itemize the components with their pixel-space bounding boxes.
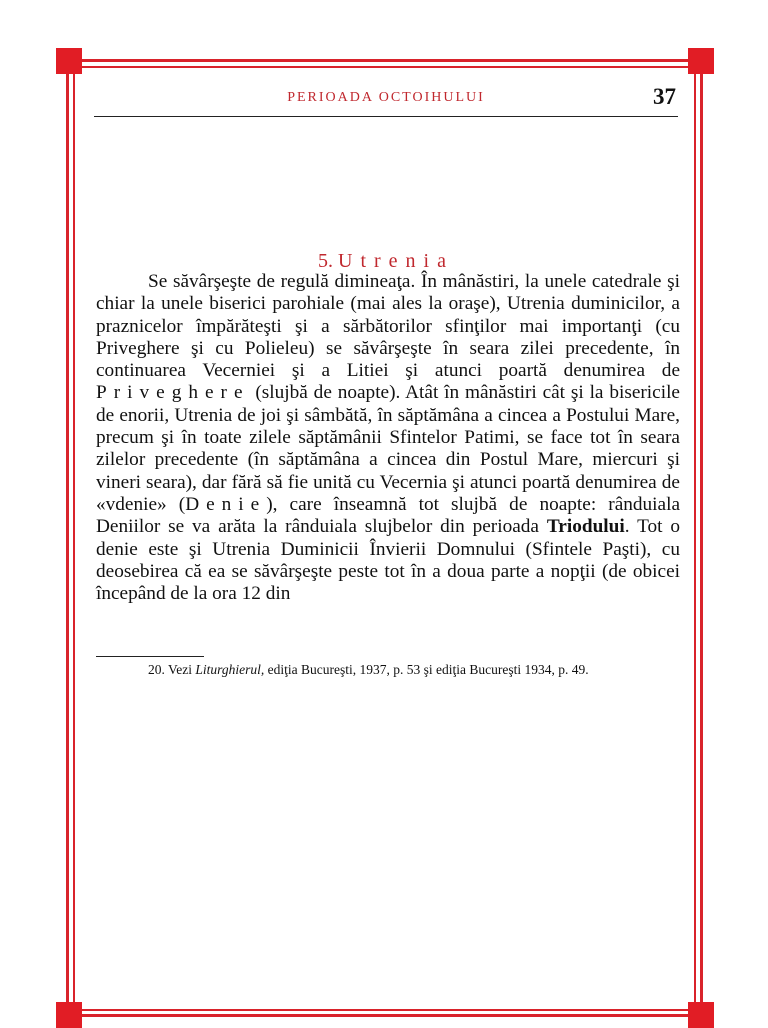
- section-name: Utrenia: [338, 250, 454, 272]
- frame-top-inner: [64, 66, 706, 68]
- frame-corner-top-right: [688, 48, 714, 74]
- frame-corner-bottom-left: [56, 1002, 82, 1028]
- running-title: PERIOADA OCTOIHULUI: [287, 90, 485, 105]
- footnote-text: ediţia Bucureşti, 1937, p. 53 şi ediţia Bucureşti 1934, p. 49.: [267, 662, 589, 677]
- frame-left-inner: [73, 50, 75, 1024]
- frame-top-outer: [64, 59, 706, 62]
- footnote-marker: 20. Vezi: [148, 662, 192, 677]
- footnote-italic-title: Liturghierul,: [195, 662, 265, 677]
- text-run: Se săvârşeşte de regulă dimineaţa. În mânăstiri, la unele catedrale şi chiar la unele biserici parohiale (mai ales la oraşe), Utrenia duminicilor, a praznicelor împărăteşti şi a sărbătorilor sfinţilor mai importanţi (cu Priveghere şi cu Polieleu) se săvârşeşte în seara zilei precedente, în continuarea Vecerniei şi a Litiei şi atunci poartă denumirea de: [96, 271, 680, 382]
- footnote-paragraph: [96, 661, 680, 679]
- frame-corner-top-left: [56, 48, 82, 74]
- text-run: . Tot o denie este şi Utrenia Duminicii Învierii Domnului (Sfintele Paşti), cu deosebirea că ea se săvârşeşte peste tot în a doua parte a nopţii (de obicei începând de la ora 12 din: [96, 516, 680, 605]
- body-text: [96, 271, 680, 605]
- text-run: ), care înseamnă tot slujbă de noapte: rânduiala Deniilor se va arăta la rânduiala slujbelor din perioada: [96, 493, 681, 538]
- spaced-term-priveghere: Priveghere: [96, 382, 250, 404]
- frame-bottom-inner: [64, 1009, 706, 1011]
- footnote: [96, 661, 680, 679]
- frame-right-inner: [694, 50, 696, 1024]
- bold-term-triodului: Triodului: [546, 516, 625, 538]
- paragraph: [96, 271, 680, 605]
- frame-bottom-outer: [64, 1014, 706, 1017]
- spaced-term-denie: Denie: [185, 493, 267, 515]
- frame-corner-bottom-right: [688, 1002, 714, 1028]
- footnote-rule: [96, 656, 204, 657]
- frame-right-outer: [700, 50, 703, 1024]
- page-number: 37: [653, 84, 676, 109]
- frame-left-outer: [66, 50, 69, 1024]
- section-number: 5.: [318, 250, 333, 272]
- section-title: [94, 250, 678, 273]
- text-run: (slujbă de noapte). Atât în mânăstiri cât şi la bisericile de enorii, Utrenia de joi şi sâmbătă, în săptămâna a cincea a Postului Mare, precum şi în toate zilele săptămânii Sfintelor Patimi, se face tot în seara zilelor precedente (în săptămâna a cincea din Postul Mare, miercuri şi vineri seara), dar fără să fie unită cu Vecernia şi atunci poartă denumirea de «vdenie» (: [96, 382, 680, 515]
- page-header: [94, 84, 678, 117]
